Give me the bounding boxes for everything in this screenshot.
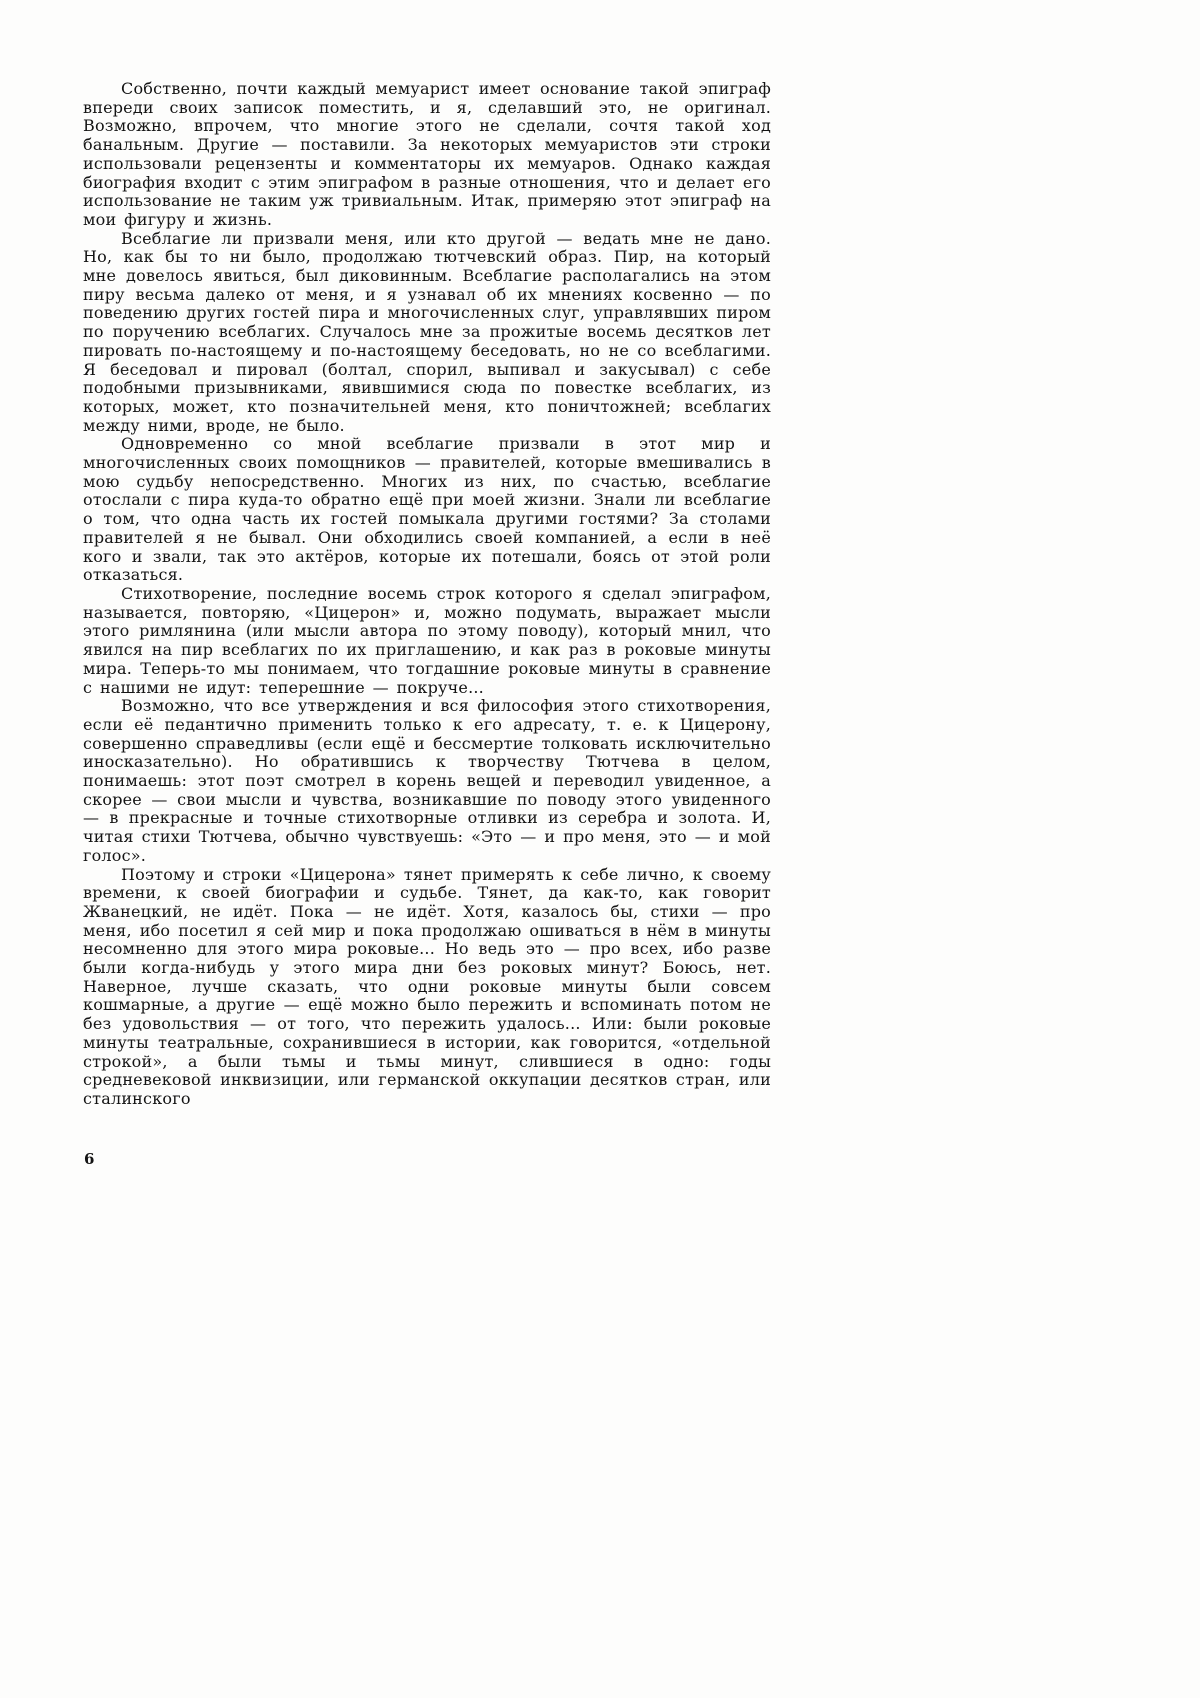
body-text bbox=[83, 80, 771, 1109]
paragraph-1: Собственно, почти каждый мемуарист имеет основание такой эпиграф впереди своих записок поместить, и я, сделавший это, не оригинал. Возможно, впрочем, что многие этого не сделали, сочтя такой ход банальным. Другие — поставили. За некоторых мемуаристов эти строки использовали рецензенты и комментаторы их мемуаров. Однако каждая биография входит с этим эпиграфом в разные отношения, что и делает его использование не таким уж тривиальным. Итак, примеряю этот эпиграф на мои фигуру и жизнь. bbox=[83, 79, 771, 229]
paragraph-2: Всеблагие ли призвали меня, или кто другой — ведать мне не дано. Но, как бы то ни было, продолжаю тютчевский образ. Пир, на который мне довелось явиться, был диковинным. Всеблагие располагались на этом пиру весьма далеко от меня, и я узнавал об их мнениях косвенно — по поведению других гостей пира и многочисленных слуг, управлявших пиром по поручению всеблагих. Случалось мне за прожитые восемь десятков лет пировать по-настоящему и по-настоящему беседовать, но не со всеблагими. Я беседовал и пировал (болтал, спорил, выпивал и закусывал) с себе подобными призывниками, явившимися сюда по повестке всеблагих, из которых, может, кто позначительней меня, кто поничтожней; всеблагих между ними, вроде, не было. bbox=[83, 228, 771, 435]
paragraph-3: Одновременно со мной всеблагие призвали в этот мир и многочисленных своих помощников — правителей, которые вмешивались в мою судьбу непосредственно. Многих из них, по счастью, всеблагие отослали с пира куда-то обратно ещё при моей жизни. Знали ли всеблагие о том, что одна часть их гостей помыкала другими гостями? За столами правителей я не бывал. Они обходились своей компанией, а если в неё кого и звали, так это актёров, которые их потешали, боясь от этой роли отказаться. bbox=[83, 434, 771, 585]
paragraph-6: Поэтому и строки «Цицерона» тянет примерять к себе лично, к своему времени, к своей биографии и судьбе. Тянет, да как-то, как говорит Жванецкий, не идёт. Пока — не идёт. Хотя, казалось бы, стихи — про меня, ибо посетил я сей мир и пока продолжаю ошиваться в нём в минуты несомненно для этого мира роковые... Но ведь это — про всех, ибо разве были когда-нибудь у этого мира дни без роковых минут? Боюсь, нет. Наверное, лучше сказать, что одни роковые минуты были совсем кошмарные, а другие — ещё можно было пережить и вспоминать потом не без удовольствия — от того, что пережить удалось... Или: были роковые минуты театральные, сохранившиеся в истории, как говорится, «отдельной строкой», а были тьмы и тьмы минут, слившиеся в одно: годы средневековой инквизиции, или германской оккупации десятков стран, или сталинского bbox=[83, 864, 771, 1108]
page-number: 6 bbox=[84, 1150, 95, 1168]
paragraph-5: Возможно, что все утверждения и вся философия этого стихотворения, если её педантично применить только к его адресату, т. е. к Цицерону, совершенно справедливы (если ещё и бессмертие толковать исключительно иносказательно). Но обратившись к творчеству Тютчева в целом, понимаешь: этот поэт смотрел в корень вещей и переводил увиденное, а скорее — свои мысли и чувства, возникавшие по поводу этого увиденного — в прекрасные и точные стихотворные отливки из серебра и золота. И, читая стихи Тютчева, обычно чувствуешь: «Это — и про меня, это — и мой голос». bbox=[83, 696, 771, 865]
paragraph-4: Стихотворение, последние восемь строк которого я сделал эпиграфом, называется, повторяю, «Цицерон» и, можно подумать, выражает мысли этого римлянина (или мысли автора по этому поводу), который мнил, что явился на пир всеблагих по их приглашению, и как раз в роковые минуты мира. Теперь-то мы понимаем, что тогдашние роковые минуты в сравнение с нашими не идут: теперешние — покруче... bbox=[83, 583, 771, 697]
